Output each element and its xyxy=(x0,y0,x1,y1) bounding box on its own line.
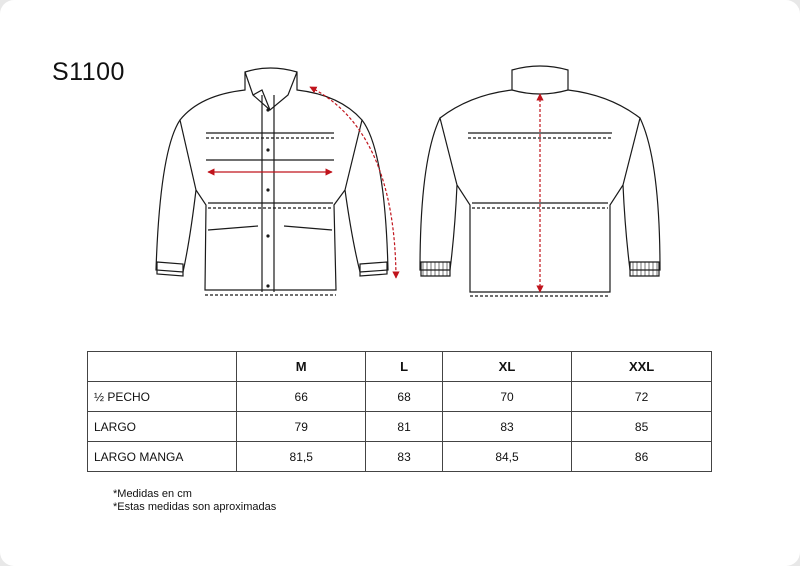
row-label: ½ PECHO xyxy=(88,382,237,412)
table-row xyxy=(88,382,712,412)
table-row xyxy=(88,442,712,472)
header-size-xxl: XXL xyxy=(572,352,712,382)
notes xyxy=(113,488,276,514)
table-cell: 72 xyxy=(572,382,712,412)
jacket-front-view xyxy=(156,68,388,295)
row-label: LARGO xyxy=(88,412,237,442)
row-label: LARGO MANGA xyxy=(88,442,237,472)
size-table-header xyxy=(88,352,712,382)
table-cell: 68 xyxy=(366,382,442,412)
note-units: *Medidas en cm xyxy=(113,488,192,500)
table-cell: 83 xyxy=(442,412,571,442)
header-blank xyxy=(88,352,237,382)
table-row xyxy=(88,412,712,442)
model-code: S1100 xyxy=(52,58,125,86)
note-approximate: *Estas medidas son aproximadas xyxy=(113,501,277,513)
table-cell: 85 xyxy=(572,412,712,442)
size-table xyxy=(87,351,712,472)
table-cell: 81,5 xyxy=(237,442,366,472)
table-cell: 84,5 xyxy=(442,442,571,472)
table-cell: 70 xyxy=(442,382,571,412)
header-size-l: L xyxy=(366,352,442,382)
sleeve-measure-line xyxy=(310,87,396,278)
table-cell: 79 xyxy=(237,412,366,442)
header-size-xl: XL xyxy=(442,352,571,382)
table-cell: 83 xyxy=(366,442,442,472)
header-size-m: M xyxy=(237,352,366,382)
table-cell: 86 xyxy=(572,442,712,472)
table-cell: 81 xyxy=(366,412,442,442)
table-cell: 66 xyxy=(237,382,366,412)
